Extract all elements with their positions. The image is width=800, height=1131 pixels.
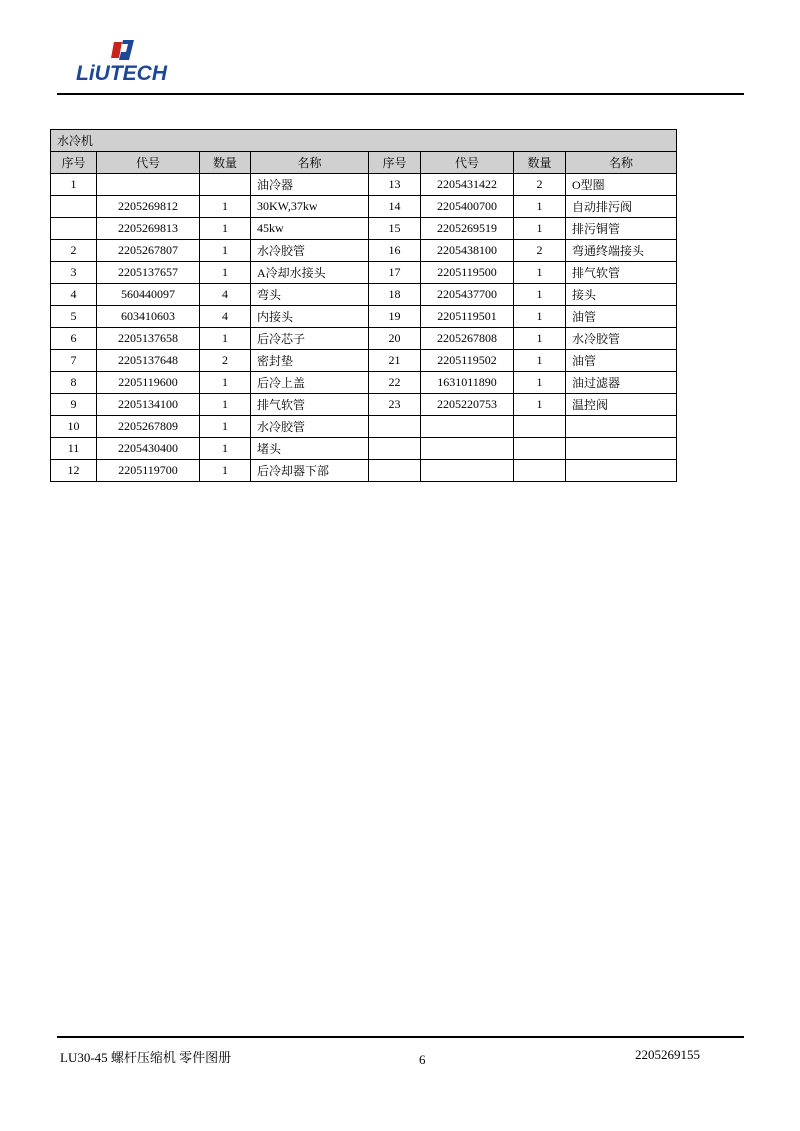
table-cell: 9	[51, 394, 97, 416]
column-header: 名称	[566, 152, 677, 174]
table-cell: 18	[369, 284, 421, 306]
column-header: 序号	[369, 152, 421, 174]
footer-doc-code: 2205269155	[635, 1047, 700, 1062]
table-cell: 30KW,37kw	[251, 196, 369, 218]
table-cell: 14	[369, 196, 421, 218]
table-cell: 19	[369, 306, 421, 328]
liutech-logo-icon	[76, 38, 176, 64]
table-cell: 后冷上盖	[251, 372, 369, 394]
table-cell: 2205119500	[421, 262, 514, 284]
table-cell: 2205431422	[421, 174, 514, 196]
table-row	[51, 218, 677, 240]
table-cell: 2205269519	[421, 218, 514, 240]
table-row	[51, 438, 677, 460]
column-header: 数量	[200, 152, 251, 174]
column-header: 数量	[514, 152, 566, 174]
table-cell: 2205400700	[421, 196, 514, 218]
table-cell: 后冷芯子	[251, 328, 369, 350]
logo-text: LiUTECH	[76, 62, 167, 85]
table-cell: 堵头	[251, 438, 369, 460]
table-body	[51, 174, 677, 482]
table-cell: 温控阀	[566, 394, 677, 416]
table-row	[51, 284, 677, 306]
table-row	[51, 240, 677, 262]
table-cell: 2205220753	[421, 394, 514, 416]
table-cell	[421, 460, 514, 482]
table-cell: 2205137648	[97, 350, 200, 372]
table-cell: 16	[369, 240, 421, 262]
table-cell	[514, 416, 566, 438]
table-row	[51, 306, 677, 328]
table-cell: 20	[369, 328, 421, 350]
footer-rule	[57, 1036, 744, 1038]
table-cell: 2205437700	[421, 284, 514, 306]
table-cell	[369, 460, 421, 482]
table-cell: A冷却水接头	[251, 262, 369, 284]
table-cell: 1	[200, 372, 251, 394]
table-cell: O型圈	[566, 174, 677, 196]
table-cell: 水冷胶管	[251, 240, 369, 262]
table-cell: 1631011890	[421, 372, 514, 394]
company-logo	[76, 38, 176, 86]
table-row	[51, 174, 677, 196]
table-cell: 2205267808	[421, 328, 514, 350]
table-cell	[369, 416, 421, 438]
column-header: 代号	[97, 152, 200, 174]
table-cell: 排气软管	[566, 262, 677, 284]
table-cell: 2	[514, 240, 566, 262]
table-cell: 6	[51, 328, 97, 350]
table-cell: 4	[200, 306, 251, 328]
footer-doc-title: LU30-45 螺杆压缩机 零件图册	[60, 1050, 232, 1065]
table-cell: 2205119501	[421, 306, 514, 328]
table-cell: 2	[200, 350, 251, 372]
table-title: 水冷机	[51, 130, 677, 152]
table-cell	[200, 174, 251, 196]
table-cell: 排污铜管	[566, 218, 677, 240]
table-cell: 1	[200, 328, 251, 350]
table-cell: 2205134100	[97, 394, 200, 416]
table-cell: 2205119502	[421, 350, 514, 372]
table-cell: 1	[200, 218, 251, 240]
table-cell: 1	[514, 284, 566, 306]
table-cell: 21	[369, 350, 421, 372]
page-number: 6	[419, 1052, 426, 1067]
table-cell: 4	[51, 284, 97, 306]
table-cell: 1	[514, 328, 566, 350]
table-cell	[51, 218, 97, 240]
table-cell: 弯通终端接头	[566, 240, 677, 262]
table-cell	[566, 416, 677, 438]
table-cell: 弯头	[251, 284, 369, 306]
table-cell: 水冷胶管	[251, 416, 369, 438]
parts-table	[50, 129, 677, 482]
table-cell: 2	[514, 174, 566, 196]
table-cell: 1	[514, 262, 566, 284]
table-cell: 4	[200, 284, 251, 306]
table-row	[51, 394, 677, 416]
table-cell: 1	[200, 240, 251, 262]
table-row	[51, 196, 677, 218]
table-cell: 后冷却器下部	[251, 460, 369, 482]
table-cell: 1	[200, 438, 251, 460]
table-cell: 8	[51, 372, 97, 394]
table-cell: 1	[200, 262, 251, 284]
table-cell	[369, 438, 421, 460]
table-cell: 12	[51, 460, 97, 482]
table-cell: 1	[200, 416, 251, 438]
table-cell: 1	[514, 350, 566, 372]
table-cell: 水冷胶管	[566, 328, 677, 350]
column-header: 名称	[251, 152, 369, 174]
table-cell: 油管	[566, 350, 677, 372]
table-cell: 2205119600	[97, 372, 200, 394]
table-row	[51, 372, 677, 394]
table-cell: 油管	[566, 306, 677, 328]
table-cell: 15	[369, 218, 421, 240]
table-cell: 2205430400	[97, 438, 200, 460]
table-cell: 内接头	[251, 306, 369, 328]
table-cell: 5	[51, 306, 97, 328]
table-cell: 560440097	[97, 284, 200, 306]
table-cell: 接头	[566, 284, 677, 306]
table-cell	[514, 438, 566, 460]
table-row	[51, 328, 677, 350]
table-cell: 2205267809	[97, 416, 200, 438]
table-title-row	[51, 130, 677, 152]
table-cell: 1	[200, 394, 251, 416]
table-cell: 油冷器	[251, 174, 369, 196]
table-cell	[51, 196, 97, 218]
header-rule	[57, 93, 744, 95]
table-cell: 1	[200, 460, 251, 482]
table-cell: 排气软管	[251, 394, 369, 416]
table-cell	[421, 416, 514, 438]
table-cell: 45kw	[251, 218, 369, 240]
table-cell: 密封垫	[251, 350, 369, 372]
table-cell: 2205269813	[97, 218, 200, 240]
table-cell: 1	[514, 196, 566, 218]
table-row	[51, 262, 677, 284]
table-header-row	[51, 152, 677, 174]
table-cell	[97, 174, 200, 196]
table-cell: 1	[514, 394, 566, 416]
table-cell: 油过滤器	[566, 372, 677, 394]
table-cell: 2205267807	[97, 240, 200, 262]
table-cell	[566, 460, 677, 482]
column-header: 序号	[51, 152, 97, 174]
table-cell	[514, 460, 566, 482]
table-cell: 13	[369, 174, 421, 196]
table-cell: 1	[514, 372, 566, 394]
table-cell: 2205269812	[97, 196, 200, 218]
table-cell: 7	[51, 350, 97, 372]
table-cell: 2205438100	[421, 240, 514, 262]
table-cell: 2205119700	[97, 460, 200, 482]
table-row	[51, 460, 677, 482]
table-cell: 23	[369, 394, 421, 416]
table-cell: 2	[51, 240, 97, 262]
table-cell: 22	[369, 372, 421, 394]
table-cell: 1	[200, 196, 251, 218]
table-cell: 1	[514, 306, 566, 328]
table-row	[51, 416, 677, 438]
table-cell: 自动排污阀	[566, 196, 677, 218]
table-cell: 1	[514, 218, 566, 240]
table-cell: 10	[51, 416, 97, 438]
table-cell: 17	[369, 262, 421, 284]
table-cell: 2205137657	[97, 262, 200, 284]
table-cell: 603410603	[97, 306, 200, 328]
table-cell	[566, 438, 677, 460]
table-cell: 3	[51, 262, 97, 284]
table-row	[51, 350, 677, 372]
table-cell: 2205137658	[97, 328, 200, 350]
table-cell: 1	[51, 174, 97, 196]
table-cell: 11	[51, 438, 97, 460]
column-header: 代号	[421, 152, 514, 174]
table-cell	[421, 438, 514, 460]
